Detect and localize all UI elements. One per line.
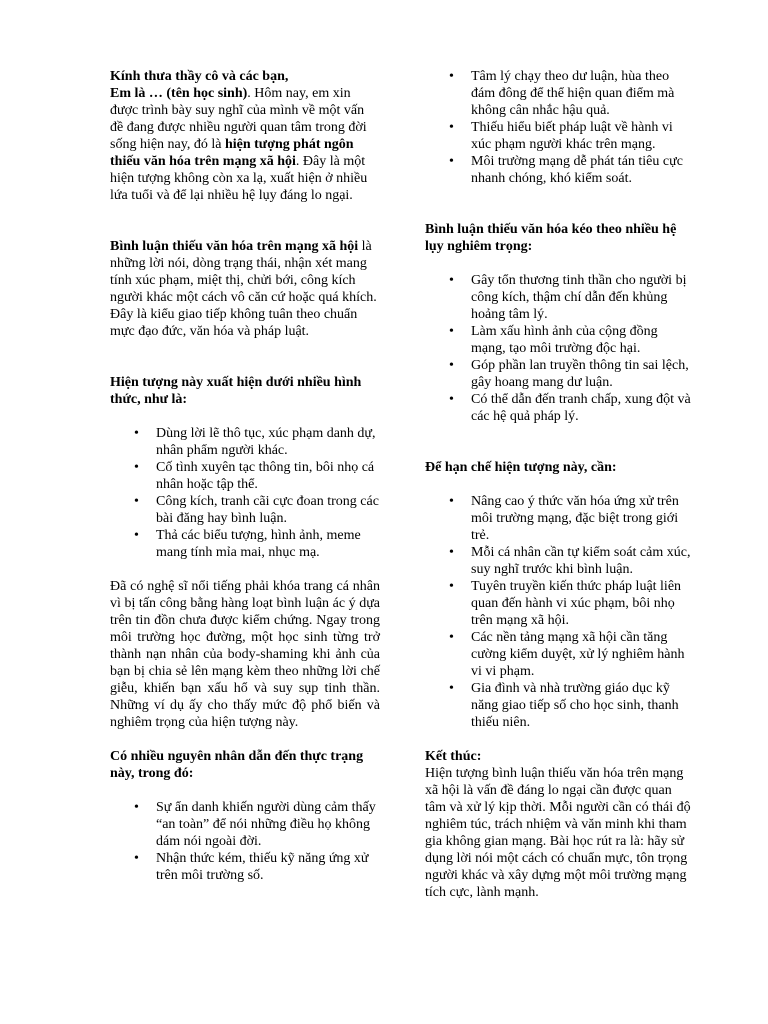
intro-text-2: . Đây là một hiện tượng không còn xa lạ, xuất hiện ở nhiều lứa tuổi và để lại nhiều hệ lụy đáng lo ngại.	[110, 154, 368, 203]
causes-heading: Có nhiều nguyên nhân dẫn đến thực trạng này, trong đó:	[110, 749, 364, 781]
solutions-heading: Để hạn chế hiện tượng này, cần:	[425, 460, 617, 475]
causes-list-continued	[425, 68, 695, 187]
list-item: • Có thể dẫn đến tranh chấp, xung đột và các hệ quả pháp lý.	[471, 391, 695, 425]
list-item: • Nhận thức kém, thiếu kỹ năng ứng xử trên môi trường số.	[156, 850, 380, 884]
greeting: Kính thưa thầy cô và các bạn,	[110, 69, 289, 84]
solutions-list	[425, 493, 695, 731]
intro-paragraph	[110, 68, 380, 204]
consequences-heading: Bình luận thiếu văn hóa kéo theo nhiều hệ lụy nghiêm trọng:	[425, 222, 677, 254]
definition-term: Bình luận thiếu văn hóa trên mạng xã hội	[110, 239, 359, 254]
causes-list	[110, 799, 380, 884]
right-column	[425, 68, 695, 901]
list-item: • Cố tình xuyên tạc thông tin, bôi nhọ cá nhân hoặc tập thể.	[156, 459, 380, 493]
list-item: • Thả các biểu tượng, hình ảnh, meme mang tính mỉa mai, nhục mạ.	[156, 527, 380, 561]
conclusion-paragraph: Hiện tượng bình luận thiếu văn hóa trên mạng xã hội là vấn đề đáng lo ngại cần được quan tâm và xử lý kịp thời. Mỗi người cần có thái độ nghiêm túc, trách nhiệm và văn minh khi tham gia không gian mạng. Bài học rút ra là: hãy sử dụng lời nói một cách có chuẩn mực, tôn trọng người khác và xây dựng một môi trường mạng tích cực, lành mạnh.	[425, 766, 691, 900]
list-item: • Thiếu hiểu biết pháp luật về hành vi xúc phạm người khác trên mạng.	[471, 119, 695, 153]
list-item: • Gia đình và nhà trường giáo dục kỹ năng giao tiếp số cho học sinh, thanh thiếu niên.	[471, 680, 695, 731]
definition-paragraph	[110, 238, 380, 340]
consequences-list	[425, 272, 695, 425]
list-item: • Góp phần lan truyền thông tin sai lệch, gây hoang mang dư luận.	[471, 357, 695, 391]
left-column	[110, 68, 380, 884]
definition-text: là những lời nói, dòng trạng thái, nhận xét mang tính xúc phạm, miệt thị, chửi bới, công kích người khác một cách vô căn cứ hoặc quá khích. Đây là kiểu giao tiếp không tuân theo chuẩn mực đạo đức, văn hóa và pháp luật.	[110, 239, 377, 339]
list-item: • Dùng lời lẽ thô tục, xúc phạm danh dự, nhân phẩm người khác.	[156, 425, 380, 459]
student-name-line: Em là … (tên học sinh)	[110, 86, 248, 101]
list-item: • Làm xấu hình ảnh của cộng đồng mạng, tạo môi trường độc hại.	[471, 323, 695, 357]
list-item: • Gây tổn thương tinh thần cho người bị công kích, thậm chí dẫn đến khủng hoảng tâm lý.	[471, 272, 695, 323]
topic-phrase: hiện tượng phát ngôn thiếu văn hóa trên mạng xã hội	[110, 137, 354, 169]
example-paragraph: Đã có nghệ sĩ nổi tiếng phải khóa trang cá nhân vì bị tấn công bằng hàng loạt bình luận ác ý dựa trên tin đồn chưa được kiểm chứng. Ngay trong môi trường học đường, một học sinh từng trở thành nạn nhân của body-shaming khi ảnh của bạn bị chia sẻ lên mạng kèm theo những lời chế giễu, khiến bạn xấu hổ và suy sụp tinh thần. Những ví dụ ấy cho thấy mức độ phổ biến và nghiêm trọng của hiện tượng này.	[110, 579, 380, 730]
conclusion-heading: Kết thúc:	[425, 749, 482, 764]
forms-list	[110, 425, 380, 561]
forms-heading: Hiện tượng này xuất hiện dưới nhiều hình thức, như là:	[110, 375, 362, 407]
list-item: • Tâm lý chạy theo dư luận, hùa theo đám đông để thể hiện quan điểm mà không cân nhắc hậu quả.	[471, 68, 695, 119]
intro-text-1: . Hôm nay, em xin được trình bày suy nghĩ của mình về một vấn đề đang được nhiều người quan tâm trong đời sống hiện nay, đó là	[110, 86, 367, 152]
list-item: • Tuyên truyền kiến thức pháp luật liên quan đến hành vi xúc phạm, bôi nhọ trên mạng xã hội.	[471, 578, 695, 629]
list-item: • Mỗi cá nhân cần tự kiểm soát cảm xúc, suy nghĩ trước khi bình luận.	[471, 544, 695, 578]
list-item: • Công kích, tranh cãi cực đoan trong các bài đăng hay bình luận.	[156, 493, 380, 527]
list-item: • Sự ẩn danh khiến người dùng cảm thấy “an toàn” để nói những điều họ không dám nói ngoài đời.	[156, 799, 380, 850]
list-item: • Nâng cao ý thức văn hóa ứng xử trên môi trường mạng, đặc biệt trong giới trẻ.	[471, 493, 695, 544]
list-item: • Môi trường mạng dễ phát tán tiêu cực nhanh chóng, khó kiểm soát.	[471, 153, 695, 187]
list-item: • Các nền tảng mạng xã hội cần tăng cường kiểm duyệt, xử lý nghiêm hành vi vi phạm.	[471, 629, 695, 680]
